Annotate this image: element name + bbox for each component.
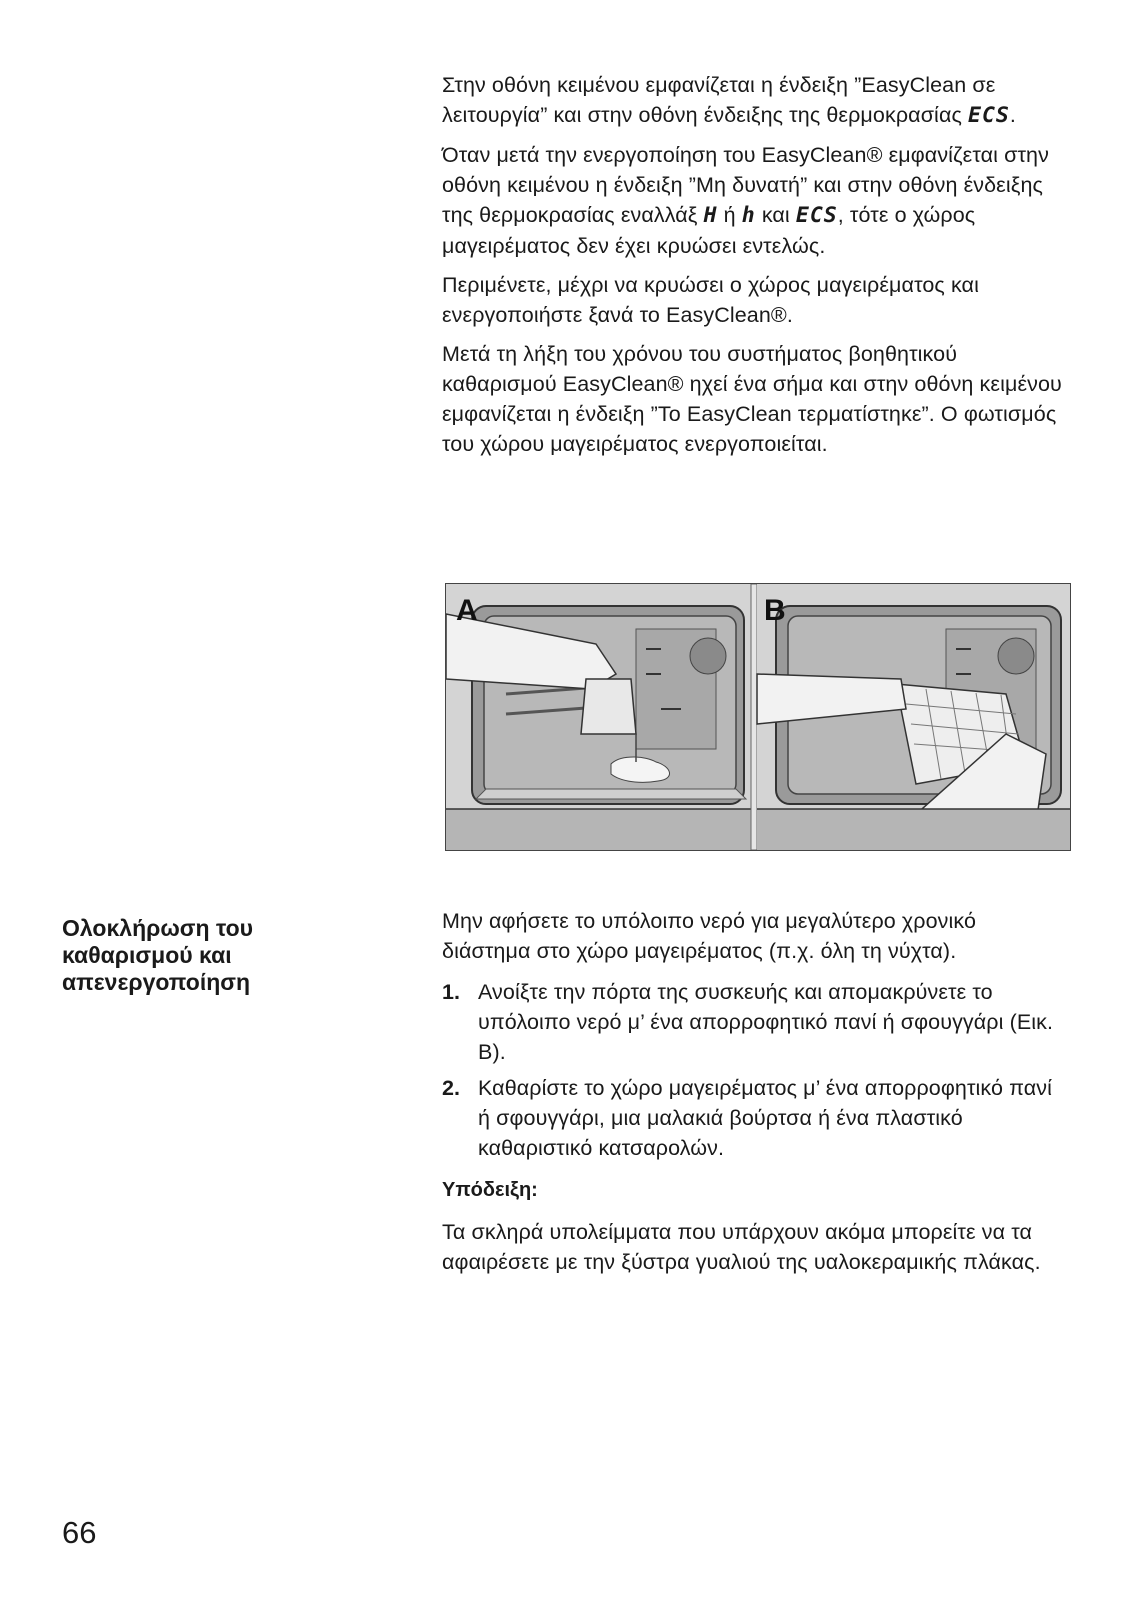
panel-b bbox=[757, 584, 1070, 850]
oven-cleaning-illustration bbox=[445, 583, 1071, 851]
paragraph-2-text-b: εμφανίζεται στην οθόνη κειμένου η ένδειξη ”Μη δυνατή” και στην οθόνη ένδειξης της θερμοκρασίας εναλλάξ bbox=[442, 143, 1049, 227]
display-code-ecs: ECS bbox=[968, 103, 1010, 128]
illustration-svg bbox=[446, 584, 1070, 850]
figure-label-b: B bbox=[764, 594, 786, 627]
section-heading: Ολοκλήρωση του καθαρισμού και απενεργοποίηση bbox=[62, 915, 254, 995]
figure-label-a: A bbox=[456, 594, 478, 627]
paragraph-2-end: , τότε ο χώρος μαγειρέματος δεν έχει κρυώσει εντελώς. bbox=[442, 203, 976, 258]
trademark-symbol: ® bbox=[667, 372, 684, 396]
paragraph-3-text: Περιμένετε, μέχρι να κρυώσει ο χώρος μαγειρέματος και ενεργοποιήστε ξανά το EasyClean bbox=[442, 273, 979, 327]
paragraph-2-or: ή bbox=[723, 203, 736, 227]
paragraph-4-text-b: ηχεί ένα σήμα και στην οθόνη κειμένου εμφανίζεται η ένδειξη ”Το EasyClean τερματίστηκε”. Ο φωτισμός του χώρου μαγειρέματος ενεργοποιείται. bbox=[442, 372, 1062, 456]
trademark-symbol: ® bbox=[770, 303, 787, 327]
note-text: Τα σκληρά υπολείμματα που υπάρχουν ακόμα μπορείτε να τα αφαιρέσετε με την ξύστρα γυαλιού της υαλοκεραμικής πλάκας. bbox=[442, 1220, 1041, 1274]
paragraph-2-text-a: Όταν μετά την ενεργοποίηση του EasyClean bbox=[442, 143, 867, 167]
paragraph-4-text-a: Μετά τη λήξη του χρόνου του συστήματος βοηθητικού καθαρισμού EasyClean bbox=[442, 342, 958, 396]
step-text: Ανοίξτε την πόρτα της συσκευής και απομακρύνετε το υπόλοιπο νερό μ’ ένα απορροφητικό πανί ή σφουγγάρι (Εικ. B). bbox=[478, 980, 1054, 1064]
section-text-block bbox=[442, 906, 1062, 1277]
step-text: Καθαρίστε το χώρο μαγειρέματος μ’ ένα απορροφητικό πανί ή σφουγγάρι, μια μαλακιά βούρτσα ή ένα πλαστικό καθαριστικό κατσαρολών. bbox=[478, 1076, 1053, 1160]
step-number: 1. bbox=[442, 980, 461, 1004]
display-code-h-upper: H bbox=[703, 203, 718, 228]
paragraph-1-text: Στην οθόνη κειμένου εμφανίζεται η ένδειξη ”EasyClean σε λειτουργία” και στην οθόνη ένδειξης της θερμοκρασίας bbox=[442, 73, 996, 127]
paragraph-2-and: και bbox=[761, 203, 790, 227]
step-number: 2. bbox=[442, 1076, 461, 1100]
section-intro: Μην αφήσετε το υπόλοιπο νερό για μεγαλύτερο χρονικό διάστημα στο χώρο μαγειρέματος (π.χ. όλη τη νύχτα). bbox=[442, 909, 977, 963]
paragraph-2 bbox=[442, 140, 1062, 261]
paragraph-3 bbox=[442, 270, 1062, 330]
paragraph-1-end: . bbox=[1009, 103, 1016, 127]
paragraph-3-end: . bbox=[786, 303, 793, 327]
intro-text-block bbox=[442, 70, 1062, 459]
page-number: 66 bbox=[62, 1515, 97, 1550]
display-code-h-lower: h bbox=[741, 203, 756, 228]
paragraph-1 bbox=[442, 70, 1062, 131]
note-title: Υπόδειξη: bbox=[442, 1179, 538, 1201]
trademark-symbol: ® bbox=[866, 143, 883, 167]
step-1 bbox=[442, 977, 1062, 1067]
display-code-ecs-2: ECS bbox=[795, 203, 838, 228]
step-2 bbox=[442, 1073, 1062, 1163]
panel-a bbox=[446, 584, 751, 850]
paragraph-4 bbox=[442, 339, 1062, 459]
